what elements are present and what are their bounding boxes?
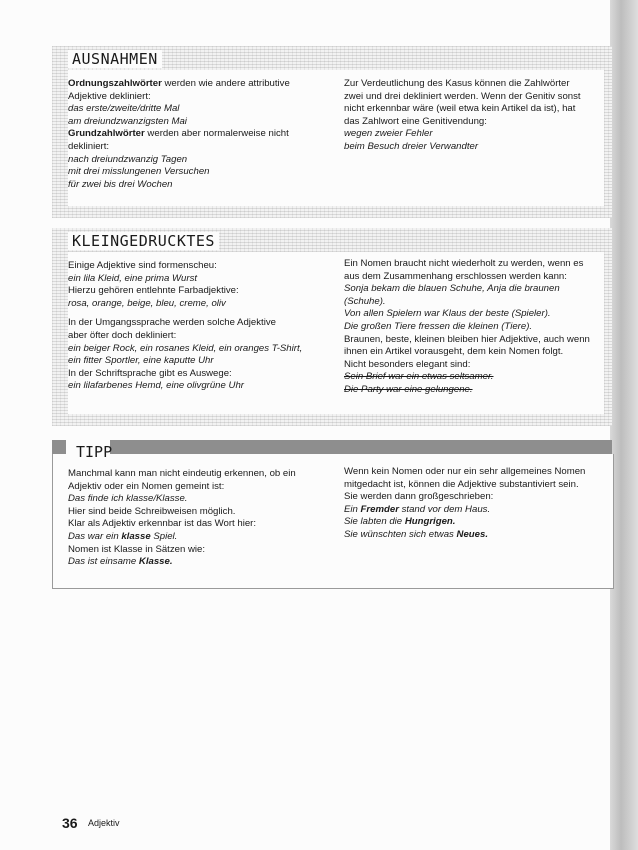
text-bold: Klasse.	[138, 556, 173, 568]
example-line	[68, 531, 338, 544]
text-line: aus dem Zusammenhang erschlossen werden kann:	[344, 270, 567, 282]
example-line: ein beiger Rock, ein rosanes Kleid, ein oranges T-Shirt,	[68, 342, 303, 354]
example-line	[344, 516, 606, 529]
text-span: Spiel.	[150, 530, 178, 542]
example-line	[344, 504, 606, 517]
example-line: Die großen Tiere fressen die kleinen (Tiere).	[344, 320, 533, 332]
example-line: Das finde ich klasse/Klasse.	[68, 493, 188, 505]
text-line: Klar als Adjektiv erkennbar ist das Wort hier:	[68, 518, 257, 530]
text-span: Das war ein	[68, 530, 122, 542]
text-bold: Ordnungszahlwörter	[68, 78, 162, 89]
text-line: Hierzu gehören entlehnte Farbadjektive:	[68, 285, 239, 297]
example-line: (Schuhe).	[344, 295, 386, 307]
example-line: beim Besuch dreier Verwandter	[344, 140, 479, 152]
example-line: am dreiundzwanzigsten Mai	[68, 115, 187, 127]
ausnahmen-left-column	[68, 78, 328, 191]
ausnahmen-heading: AUSNAHMEN	[68, 50, 162, 68]
text-bold: Neues.	[456, 528, 488, 540]
example-line: Von allen Spielern war Klaus der beste (Spieler).	[344, 308, 551, 320]
struck-example-line: Die Party war eine gelungene.	[344, 383, 473, 395]
example-line: das erste/zweite/dritte Mal	[68, 103, 180, 115]
text-line: das Zahlwort eine Genitivendung:	[344, 115, 487, 127]
tipp-heading-tab	[66, 440, 113, 462]
text-bold: Fremder	[360, 503, 399, 515]
tipp-right-column	[344, 466, 606, 542]
text-span: Sie wünschten sich etwas	[344, 528, 457, 540]
text-line	[68, 128, 328, 141]
page-edge	[610, 0, 638, 850]
text-line: Braunen, beste, kleinen bleiben hier Adjektive, auch wenn	[344, 333, 590, 345]
text-line: Nicht besonders elegant sind:	[344, 358, 471, 370]
text-line: Nomen ist Klasse in Sätzen wie:	[68, 543, 206, 555]
kleingedrucktes-left-column	[68, 260, 338, 393]
example-line	[344, 529, 606, 542]
example-line: mit drei misslungenen Versuchen	[68, 166, 210, 178]
tipp-heading: TIPP	[76, 443, 113, 461]
text-line: Manchmal kann man nicht eindeutig erkennen, ob ein	[68, 468, 296, 479]
example-line: Sonja bekam die blauen Schuhe, Anja die braunen	[344, 283, 560, 295]
text-line	[68, 78, 328, 91]
text-line: Adjektive dekliniert:	[68, 90, 151, 102]
kleingedrucktes-box	[52, 228, 612, 426]
example-line: für zwei bis drei Wochen	[68, 178, 173, 190]
example-line: ein lila Kleid, eine prima Wurst	[68, 272, 198, 284]
example-line	[68, 556, 338, 569]
example-line: wegen zweier Fehler	[344, 128, 433, 140]
text-line: Ein Nomen braucht nicht wiederholt zu werden, wenn es	[344, 258, 584, 269]
text-line: zwei und drei dekliniert werden. Wenn der Genitiv sonst	[344, 90, 581, 102]
text-span: Sie labten die	[344, 516, 405, 528]
struck-example-line: Sein Brief war ein etwas seltsamer.	[344, 371, 494, 383]
text-span: Das ist einsame	[68, 556, 139, 568]
example-line: ein lilafarbenes Hemd, eine olivgrüne Uhr	[68, 380, 244, 392]
text-bold: Hungrigen.	[404, 516, 456, 528]
text-bold: klasse	[121, 530, 151, 542]
text-line: In der Schriftsprache gibt es Auswege:	[68, 367, 232, 379]
text-line: ihnen ein Artikel vorausgeht, dem kein Nomen folgt.	[344, 346, 564, 358]
example-line: rosa, orange, beige, bleu, creme, oliv	[68, 297, 226, 309]
text-line: Hier sind beide Schreibweisen möglich.	[68, 505, 236, 517]
text-line: Zur Verdeutlichung des Kasus können die Zahlwörter	[344, 78, 570, 89]
text-span: stand vor dem Haus.	[398, 503, 491, 515]
page-number: 36	[62, 815, 78, 831]
kleingedrucktes-right-column	[344, 258, 606, 397]
text-line: Einige Adjektive sind formenscheu:	[68, 260, 217, 271]
tipp-left-column	[68, 468, 338, 569]
example-line: nach dreiundzwanzig Tagen	[68, 153, 188, 165]
text-line: aber öfter doch dekliniert:	[68, 329, 177, 341]
text-span: werden wie andere attributive	[161, 78, 290, 89]
tipp-bar	[52, 440, 612, 454]
ausnahmen-right-column	[344, 78, 604, 154]
text-line: nicht erkennbar wäre (weil etwa kein Artikel da ist), hat	[344, 103, 576, 115]
ausnahmen-box	[52, 46, 612, 218]
text-line: dekliniert:	[68, 140, 110, 152]
text-span: werden aber normalerweise nicht	[144, 128, 289, 140]
text-bold: Grundzahlwörter	[68, 128, 145, 140]
text-line: mitgedacht ist, können die Adjektive substantiviert sein.	[344, 478, 579, 490]
section-label: Adjektiv	[88, 818, 120, 828]
example-line: ein fitter Sportler, eine kaputte Uhr	[68, 355, 214, 367]
text-line: Adjektiv oder ein Nomen gemeint ist:	[68, 480, 225, 492]
text-line: Sie werden dann großgeschrieben:	[344, 491, 494, 503]
kleingedrucktes-heading: KLEINGEDRUCKTES	[68, 232, 219, 250]
text-line: In der Umgangssprache werden solche Adjektive	[68, 317, 276, 329]
text-span: Ein	[344, 503, 361, 515]
text-line: Wenn kein Nomen oder nur ein sehr allgemeines Nomen	[344, 466, 586, 477]
